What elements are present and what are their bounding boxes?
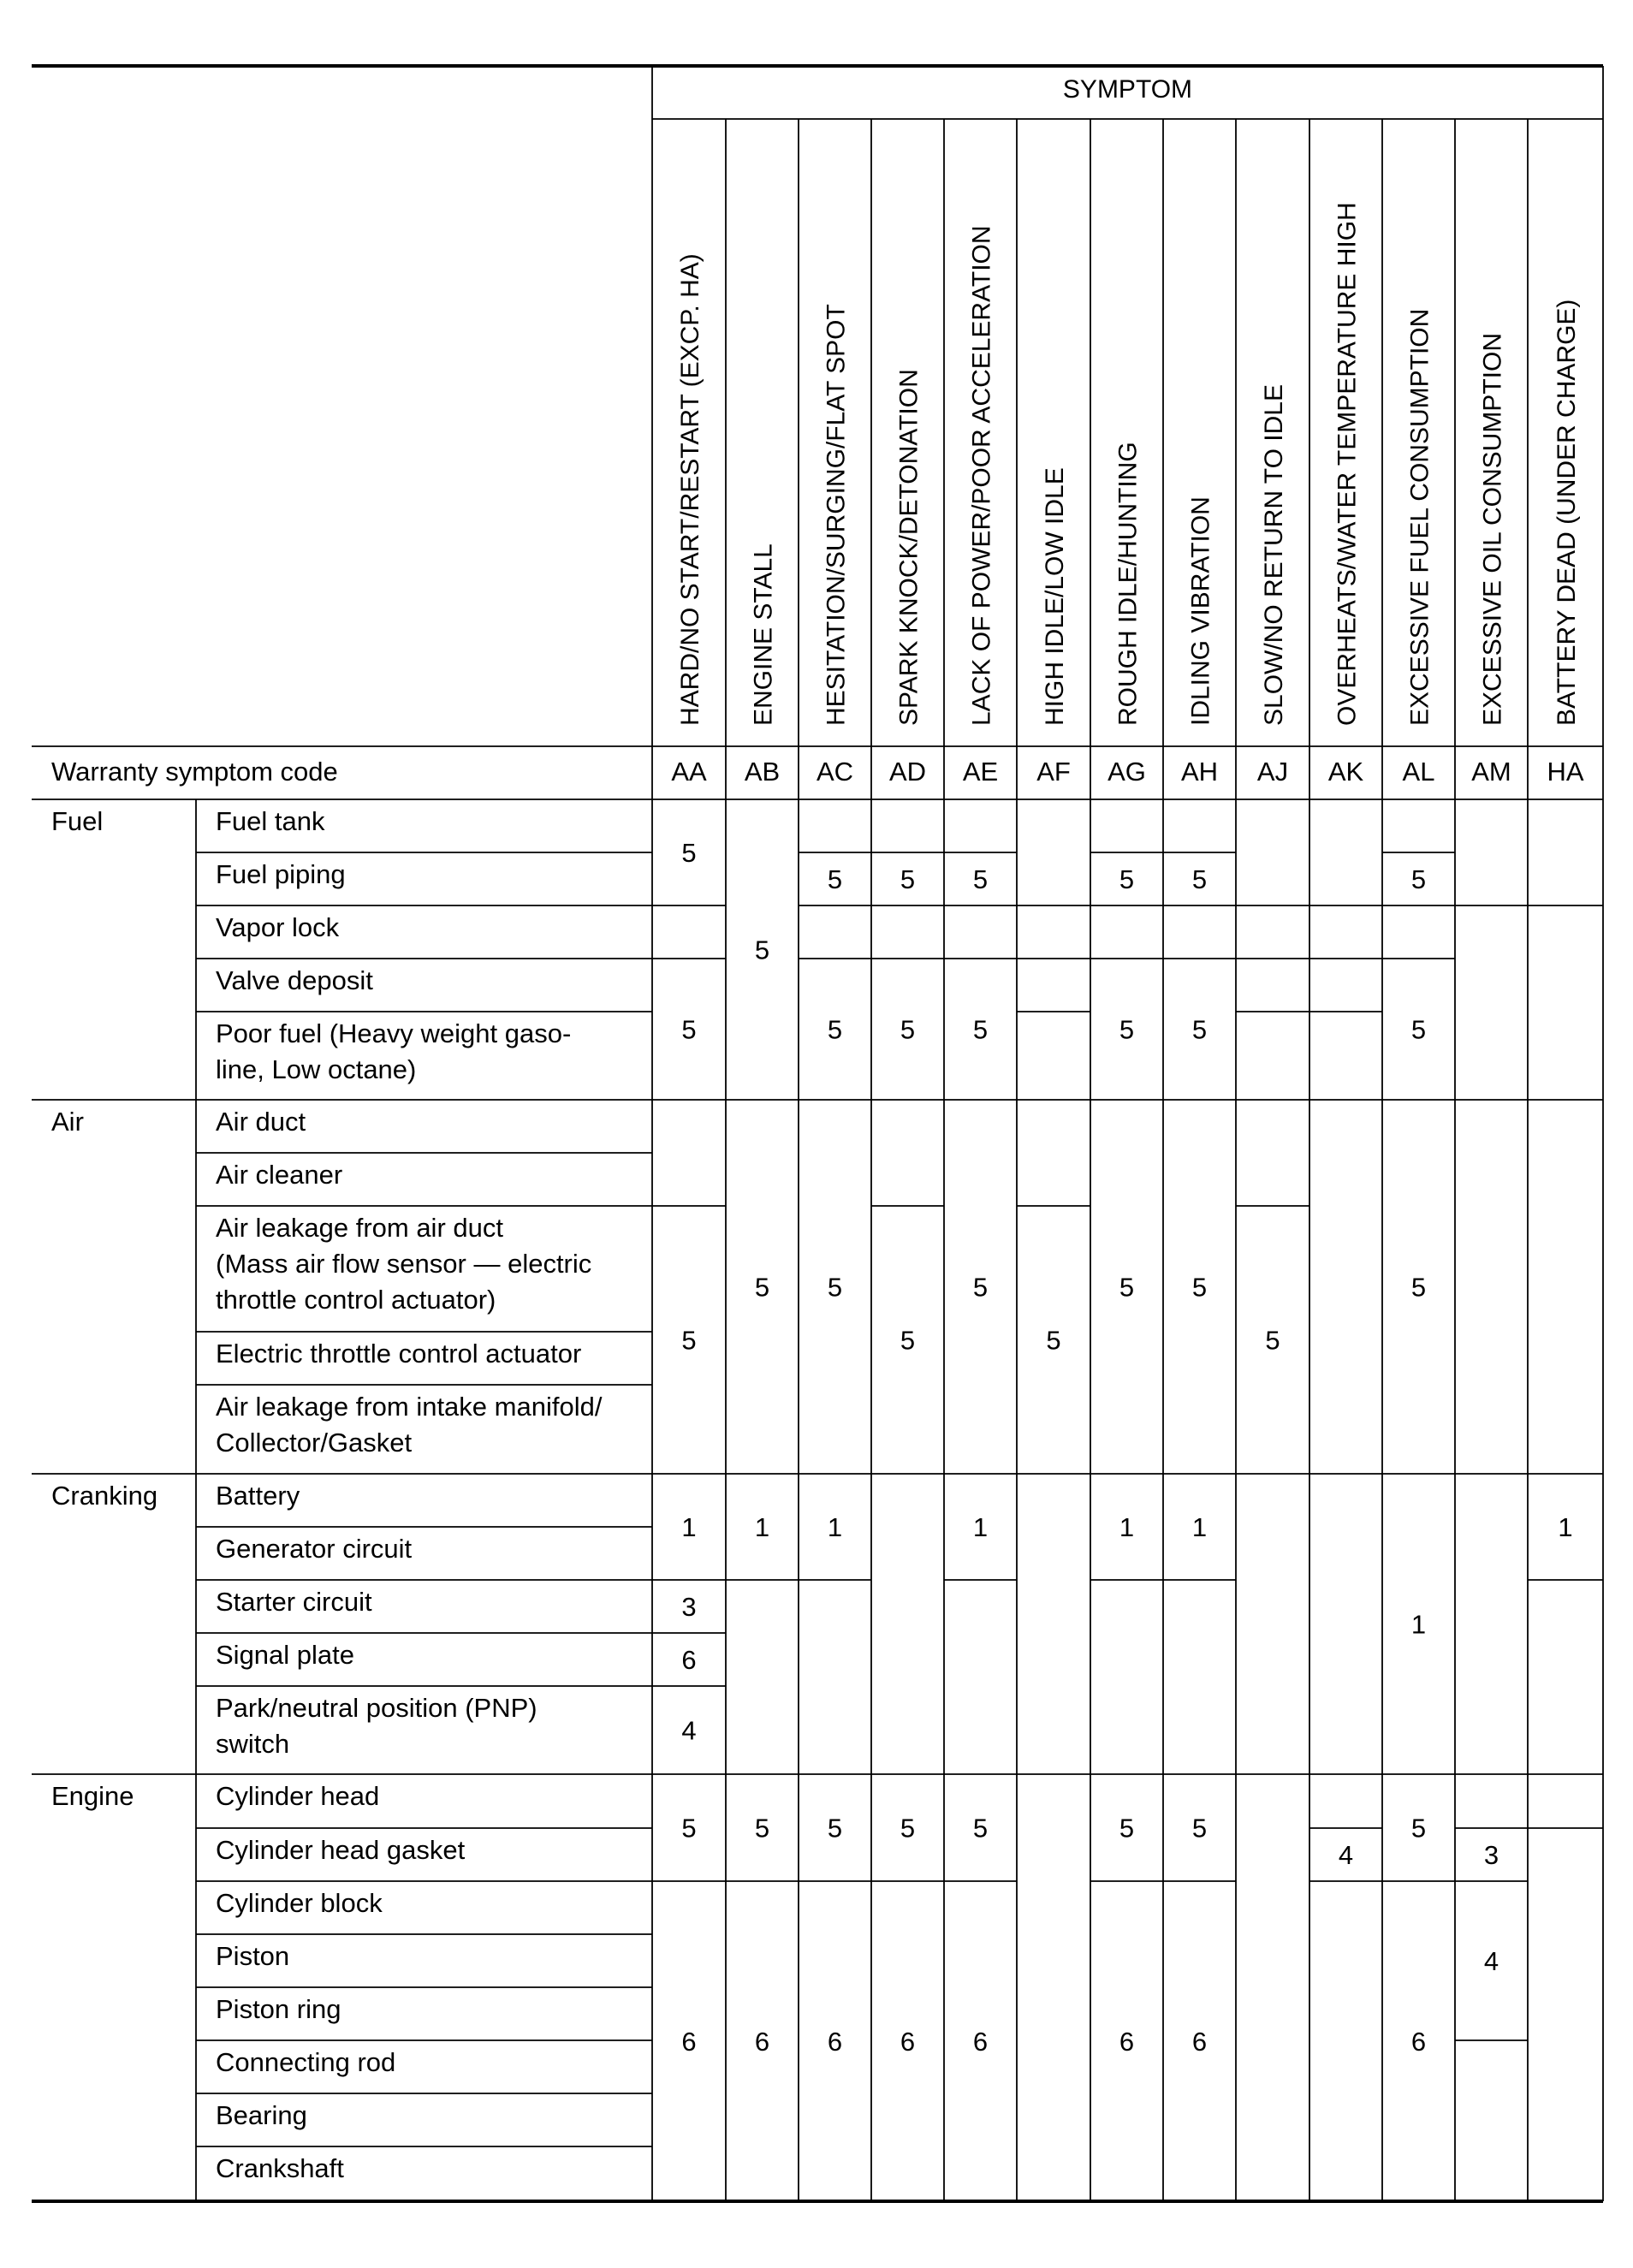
table-text [51,75,1584,2183]
symptom-column-header: LACK OF POWER/POOR ACCELERATION [967,225,996,726]
symptom-rank-value: 1 [1119,1512,1135,1542]
symptom-code: AL [1402,757,1435,787]
symptom-rank-value: 5 [900,1325,916,1356]
category-label: Air [51,1107,84,1137]
symptom-rank-value: 5 [900,1813,916,1843]
symptom-rank-value: 6 [681,2027,697,2057]
warranty-code-label: Warranty symptom code [51,757,338,787]
symptom-rank-value: 5 [1119,1272,1135,1303]
symptom-rank-value: 5 [827,1014,843,1045]
category-label: Fuel [51,806,104,836]
symptom-column-header: SPARK KNOCK/DETONATION [894,369,923,726]
symptom-rank-value: 5 [1191,1813,1208,1843]
symptom-rank-value: 1 [1558,1512,1573,1542]
symptom-rank-value: 5 [1119,864,1135,894]
component-label: Air leakage from air duct [216,1213,503,1243]
symptom-rank-value: 1 [827,1512,843,1542]
component-label: Valve deposit [216,965,373,995]
symptom-rank-value: 5 [972,1813,989,1843]
symptom-column-header: OVERHEATS/WATER TEMPERATURE HIGH [1333,202,1362,726]
symptom-rank-value: 1 [1410,1609,1427,1640]
symptom-rank-value: 5 [1119,1014,1135,1045]
symptom-rank-value: 5 [827,864,843,894]
component-label: Poor fuel (Heavy weight gaso- [216,1018,572,1048]
category-label: Cranking [51,1481,158,1511]
component-label: Electric throttle control actuator [216,1339,582,1369]
symptom-code: AH [1180,757,1219,787]
symptom-code: AD [888,757,927,787]
component-label: Crankshaft [216,2153,344,2183]
symptom-rank-value: 6 [1119,2027,1135,2057]
symptom-rank-value: 5 [972,864,989,894]
symptom-rank-value: 1 [754,1512,770,1542]
component-label: Generator circuit [216,1534,413,1564]
symptom-rank-value: 6 [972,2027,989,2057]
component-label: Starter circuit [216,1587,372,1617]
symptom-column-header: EXCESSIVE FUEL CONSUMPTION [1405,308,1434,726]
symptom-rank-value: 5 [754,1813,770,1843]
symptom-column-header: SLOW/NO RETURN TO IDLE [1260,384,1288,726]
symptom-rank-value: 5 [681,1325,697,1356]
symptom-rank-value: 6 [827,2027,843,2057]
component-label: Connecting rod [216,2047,396,2077]
symptom-rank-value: 5 [827,1272,843,1303]
component-label: Vapor lock [216,912,340,942]
symptom-rank-value: 4 [681,1715,697,1746]
symptom-rank-value: 4 [1338,1840,1354,1870]
component-label: Signal plate [216,1640,355,1670]
component-label: Bearing [216,2100,307,2130]
component-label: Fuel tank [216,806,325,836]
symptom-rank-value: 5 [1410,1813,1427,1843]
component-label: Park/neutral position (PNP) [216,1693,537,1723]
symptom-rank-value: 5 [972,1014,989,1045]
symptom-rank-value: 6 [681,1645,697,1675]
symptom-rank-value: 5 [1046,1325,1061,1356]
symptom-rank-value: 5 [1119,1813,1135,1843]
symptom-rank-value: 5 [1191,864,1208,894]
symptom-rank-value: 1 [1191,1512,1208,1542]
symptom-rank-value: 1 [681,1512,697,1542]
symptom-rank-value: 4 [1483,1946,1499,1976]
symptom-rank-value: 6 [1410,2027,1427,2057]
symptom-rank-value: 5 [972,1272,989,1303]
symptom-code: AC [816,757,854,787]
symptom-code: AK [1327,757,1364,787]
symptom-column-header: HIGH IDLE/LOW IDLE [1041,467,1069,726]
component-label: (Mass air flow sensor — electric [216,1249,592,1279]
symptom-code: AB [744,757,781,787]
component-label: switch [216,1729,290,1759]
component-label: Battery [216,1481,300,1511]
symptom-rank-value: 3 [681,1592,697,1622]
symptom-rank-value: 5 [1410,1272,1427,1303]
symptom-code: HA [1547,757,1584,787]
component-label: Cylinder head gasket [216,1835,466,1865]
symptom-rank-value: 5 [900,864,916,894]
symptom-rank-value: 5 [681,838,697,868]
symptom-column-header: HARD/NO START/RESTART (EXCP. HA) [676,253,704,726]
symptom-column-header: EXCESSIVE OIL CONSUMPTION [1478,333,1507,726]
symptom-rank-value: 5 [1410,1014,1427,1045]
symptom-rank-value: 5 [1191,1014,1208,1045]
symptom-code: AG [1107,757,1146,787]
symptom-rank-value: 5 [754,935,770,965]
component-label: throttle control actuator) [216,1285,496,1315]
symptom-rank-value: 6 [754,2027,770,2057]
component-label: Piston [216,1941,290,1971]
symptom-column-header: IDLING VIBRATION [1186,496,1215,726]
symptom-code: AM [1471,757,1511,787]
symptom-code: AF [1036,757,1071,787]
component-label: line, Low octane) [216,1054,417,1084]
symptom-rank-value: 5 [900,1014,916,1045]
component-label: Fuel piping [216,859,346,889]
symptom-column-header: HESITATION/SURGING/FLAT SPOT [822,304,851,726]
symptom-code: AJ [1256,757,1289,787]
symptom-code: AA [671,757,707,787]
symptom-rank-value: 5 [681,1014,697,1045]
symptom-rank-value: 5 [827,1813,843,1843]
symptom-rank-value: 1 [972,1512,989,1542]
symptom-rank-value: 6 [1191,2027,1208,2057]
component-label: Air duct [216,1107,306,1137]
category-label: Engine [51,1781,134,1811]
symptom-rank-value: 5 [1410,864,1427,894]
symptom-rank-value: 5 [681,1813,697,1843]
symptom-rank-value: 6 [900,2027,916,2057]
symptom-column-header: BATTERY DEAD (UNDER CHARGE) [1553,299,1581,726]
component-label: Collector/Gasket [216,1428,413,1458]
symptom-rank-value: 5 [754,1272,770,1303]
component-label: Air leakage from intake manifold/ [216,1392,603,1422]
symptom-rank-value: 5 [1191,1272,1208,1303]
symptom-column-header: ENGINE STALL [749,543,778,726]
component-label: Cylinder block [216,1888,383,1918]
symptom-code: AE [962,757,999,787]
symptom-rank-value: 5 [1265,1325,1280,1356]
symptom-rank-value: 3 [1483,1840,1499,1870]
component-label: Cylinder head [216,1781,380,1811]
symptom-column-header: ROUGH IDLE/HUNTING [1113,442,1143,726]
component-label: Air cleaner [216,1160,343,1190]
symptom-header: SYMPTOM [1062,75,1193,104]
component-label: Piston ring [216,1994,341,2024]
